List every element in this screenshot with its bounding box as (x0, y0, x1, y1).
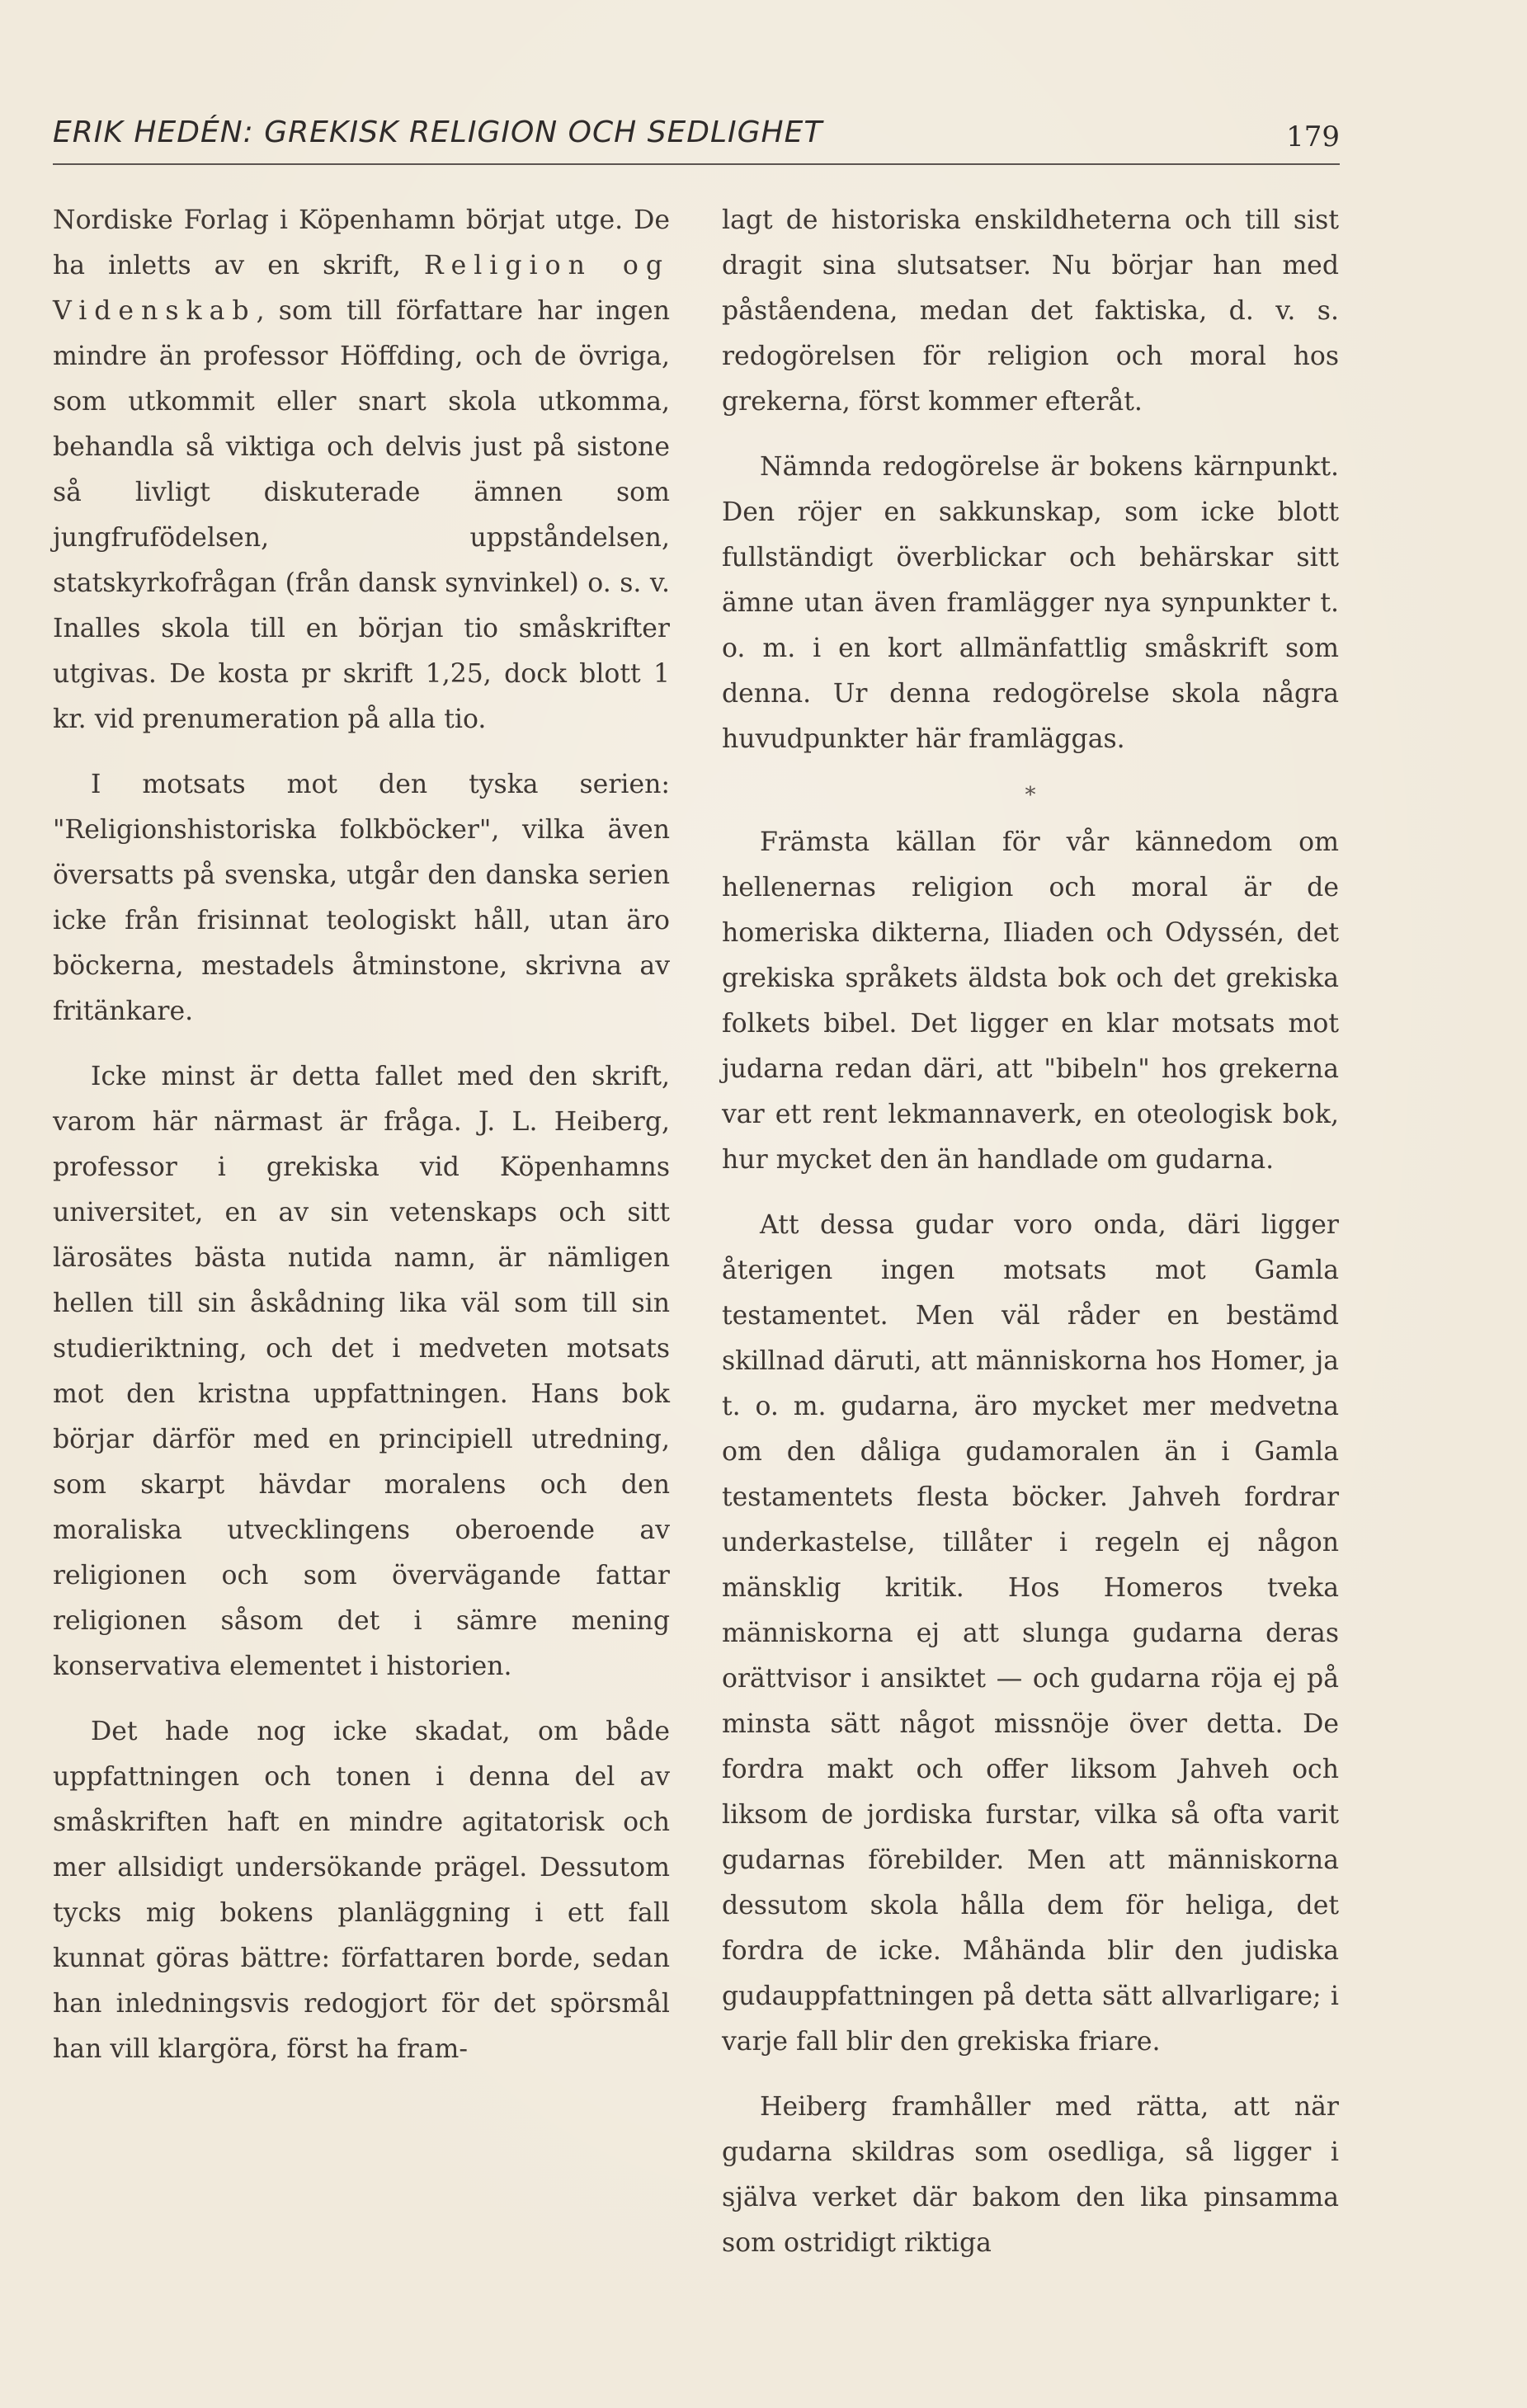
paragraph-text: Nordiske Forlag i Köpenhamn börjat utge. De ha inletts av en skrift, (53, 205, 670, 280)
paragraph: lagt de historiska enskildheterna och till sist dragit sina slutsatser. Nu börjar han med påståendena, medan det faktiska, d. v. s. redogörelsen för religion och moral hos grekerna, först kommer efteråt. (722, 205, 1339, 417)
right-column (722, 198, 1339, 2286)
paragraph: Nämnda redogörelse är bokens kärnpunkt. Den röjer en sakkunskap, som icke blott fullständigt överblickar och behärskar sitt ämne utan även framlägger nya synpunkter t. o. m. i en kort allmänfattlig småskrift som denna. Ur denna redogörelse skola några huvudpunkter här framläggas. (722, 452, 1339, 754)
paragraph (53, 198, 670, 742)
paragraph: Främsta källan för vår kännedom om hellenernas religion och moral är de homeriska dikterna, Iliaden och Odyssén, det grekiska språkets äldsta bok och det grekiska folkets bibel. Det ligger en klar motsats mot judarna redan däri, att "bibeln" hos grekerna var ett rent lekmannaverk, en oteologisk bok, hur mycket den än handlade om gudarna. (722, 827, 1339, 1175)
book-title: Religion og Videnskab (53, 251, 671, 326)
paragraph: Heiberg framhåller med rätta, att när gudarna skildras som osedliga, så ligger i själva verket där bakom den lika pinsamma som ostridigt riktiga (722, 2092, 1339, 2258)
paragraph: Att dessa gudar voro onda, däri ligger återigen ingen motsats mot Gamla testamentet. Men väl råder en bestämd skillnad däruti, att människorna hos Homer, ja t. o. m. gudarna, äro mycket mer medvetna om den dåliga gudamoralen än i Gamla testamentets flesta böcker. Jahveh fordrar underkastelse, tillåter i regeln ej någon mänsklig kritik. Hos Homeros tveka människorna ej att slunga gudarna deras orättvisor i ansiktet — och gudarna röja ej på minsta sätt något missnöje över detta. De fordra makt och offer liksom Jahveh och liksom de jordiska furstar, vilka så ofta varit gudarnas förebilder. Men att människorna dessutom skola hålla dem för heliga, det fordra de icke. Måhända blir den judiska gudauppfattningen på detta sätt allvarligare; i varje fall blir den grekiska friare. (722, 1210, 1339, 2057)
paragraph: Icke minst är detta fallet med den skrift, varom här närmast är fråga. J. L. Heiberg, professor i grekiska vid Köpenhamns universitet, en av sin vetenskaps och sitt lärosätes bästa nutida namn, är nämligen hellen till sin åskådning lika väl som till sin studieriktning, och det i medveten motsats mot den kristna uppfattningen. Hans bok börjar därför med en principiell utredning, som skarpt hävdar moralens och den moraliska utvecklingens oberoende av religionen och som övervägande fattar religionen såsom det i sämre mening konservativa elementet i historien. (53, 1062, 670, 1681)
paragraph: I motsats mot den tyska serien: "Religionshistoriska folkböcker", vilka även översatts på svenska, utgår den danska serien icke från frisinnat teologiskt håll, utan äro böckerna, mestadels åtminstone, skrivna av fritänkare. (53, 770, 670, 1026)
page-number: 179 (1286, 120, 1340, 153)
paragraph: Det hade nog icke skadat, om både uppfattningen och tonen i denna del av småskriften haft en mindre agitatorisk och mer allsidigt undersökande prägel. Dessutom tycks mig bokens planläggning i ett fall kunnat göras bättre: författaren borde, sedan han inledningsvis redogjort för det spörsmål han vill klargöra, först ha fram- (53, 1717, 670, 2064)
left-column (53, 198, 670, 2092)
running-head: ERIK HEDÉN: GREKISK RELIGION OCH SEDLIGHET (53, 115, 823, 149)
header-rule (53, 163, 1340, 165)
paragraph-text: , som till författare har ingen mindre än professor Höffding, och de övriga, som utkommit eller snart skola utkomma, behandla så viktiga och delvis just på sistone så livligt diskuterade ämnen som jungfrufödelsen, uppståndelsen, statskyrkofrågan (från dansk synvinkel) o. s. v. Inalles skola till en början tio småskrifter utgivas. De kosta pr skrift 1,25, dock blott 1 kr. vid prenumeration på alla tio. (53, 296, 670, 734)
section-divider: * (1025, 783, 1036, 808)
page-header (53, 115, 1340, 165)
